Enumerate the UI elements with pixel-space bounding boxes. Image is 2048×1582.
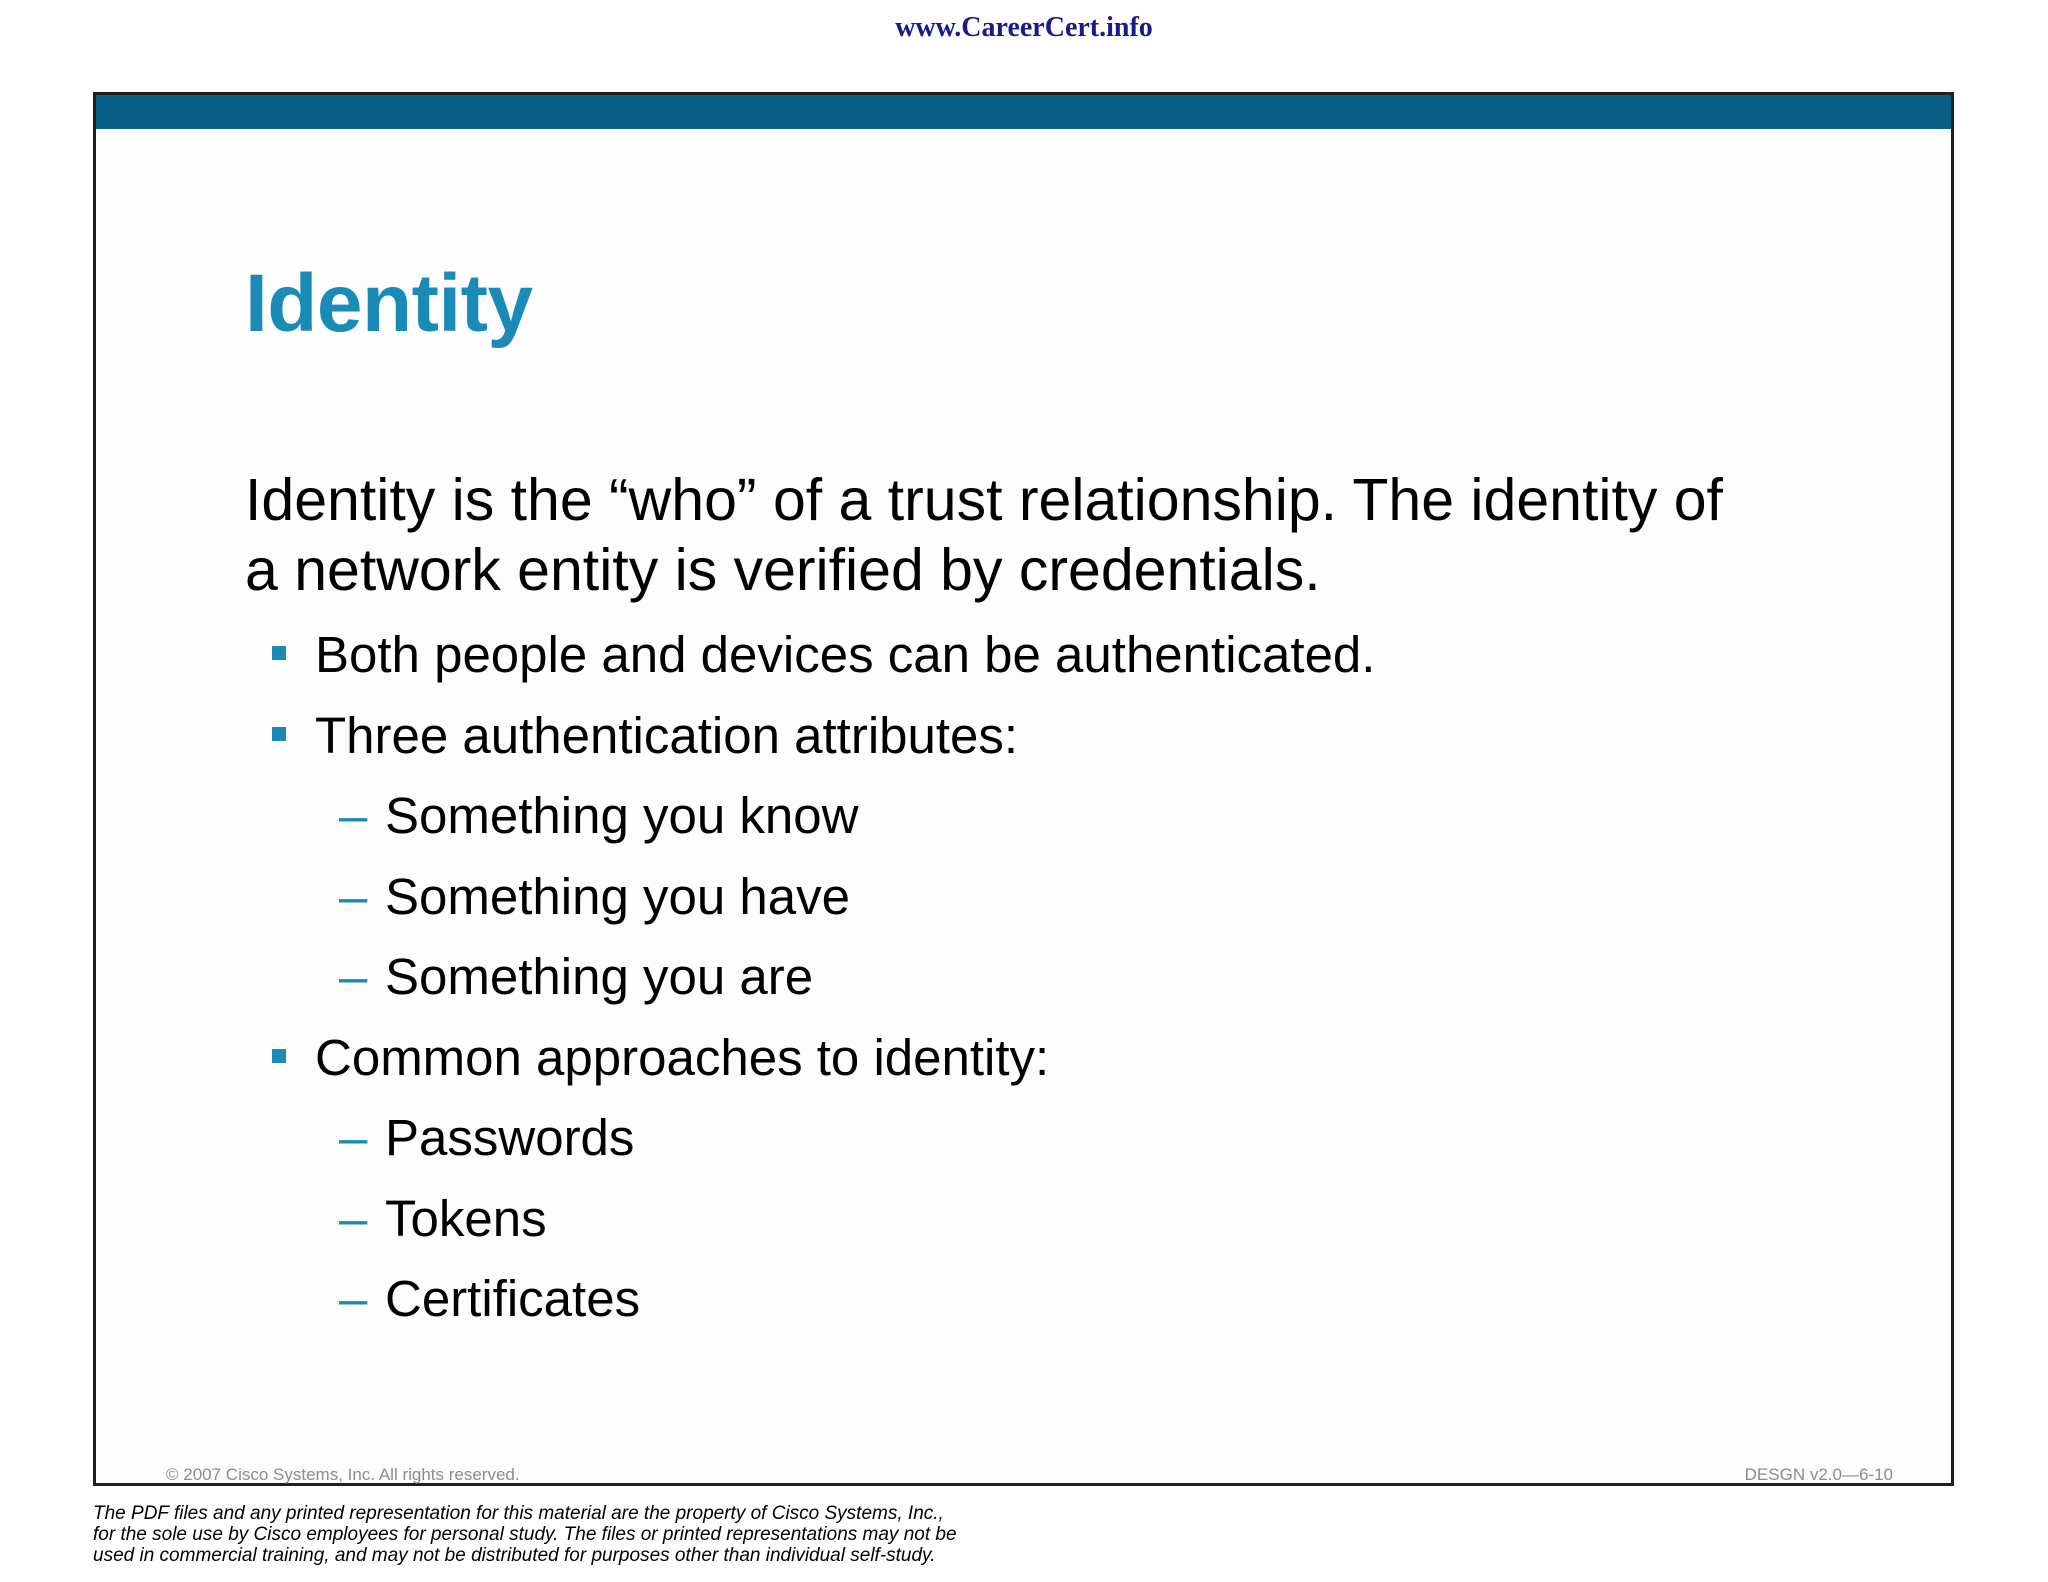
intro-paragraph: [245, 465, 1865, 605]
dash-bullet-icon: –: [339, 948, 368, 1005]
square-bullet-icon: [272, 646, 286, 660]
disclaimer: [93, 1503, 1193, 1566]
disclaimer-line: The PDF files and any printed representation for this material are the property of Cisco Systems, Inc.,: [93, 1503, 944, 1524]
site-header[interactable]: www.CareerCert.info: [895, 12, 1153, 43]
slide-course-code: DESGN v2.0—6-10: [1744, 1465, 1893, 1484]
dash-bullet-icon: –: [339, 868, 368, 925]
slide-copyright: © 2007 Cisco Systems, Inc. All rights reserved.: [166, 1465, 520, 1484]
sub-bullet-text: Something you know: [385, 787, 859, 844]
square-bullet-icon: [272, 1049, 286, 1063]
dash-bullet-icon: –: [339, 1109, 368, 1166]
dash-bullet-icon: –: [339, 1270, 368, 1327]
disclaimer-line: for the sole use by Cisco employees for personal study. The files or printed representations may not be: [93, 1524, 957, 1545]
sub-bullet-text: Something you are: [385, 948, 814, 1005]
sub-bullet-text: Something you have: [385, 868, 850, 925]
dash-bullet-icon: –: [339, 787, 368, 844]
slide: [93, 92, 1954, 1486]
intro-line: a network entity is verified by credentials.: [245, 537, 1321, 603]
dash-bullet-icon: –: [339, 1190, 368, 1247]
bullet-text: Three authentication attributes:: [315, 707, 1019, 764]
sub-bullet-text: Tokens: [385, 1190, 547, 1247]
slide-title: Identity: [245, 258, 533, 349]
square-bullet-icon: [272, 727, 286, 741]
bullet-text: Common approaches to identity:: [315, 1029, 1050, 1086]
intro-line: Identity is the “who” of a trust relationship. The identity of: [245, 467, 1723, 533]
bullet-text: Both people and devices can be authenticated.: [315, 626, 1376, 683]
sub-bullet-text: Certificates: [385, 1270, 641, 1327]
sub-bullet-text: Passwords: [385, 1109, 635, 1166]
disclaimer-line: used in commercial training, and may not be distributed for purposes other than individual self-study.: [93, 1545, 936, 1566]
slide-top-bar: [96, 95, 1951, 129]
